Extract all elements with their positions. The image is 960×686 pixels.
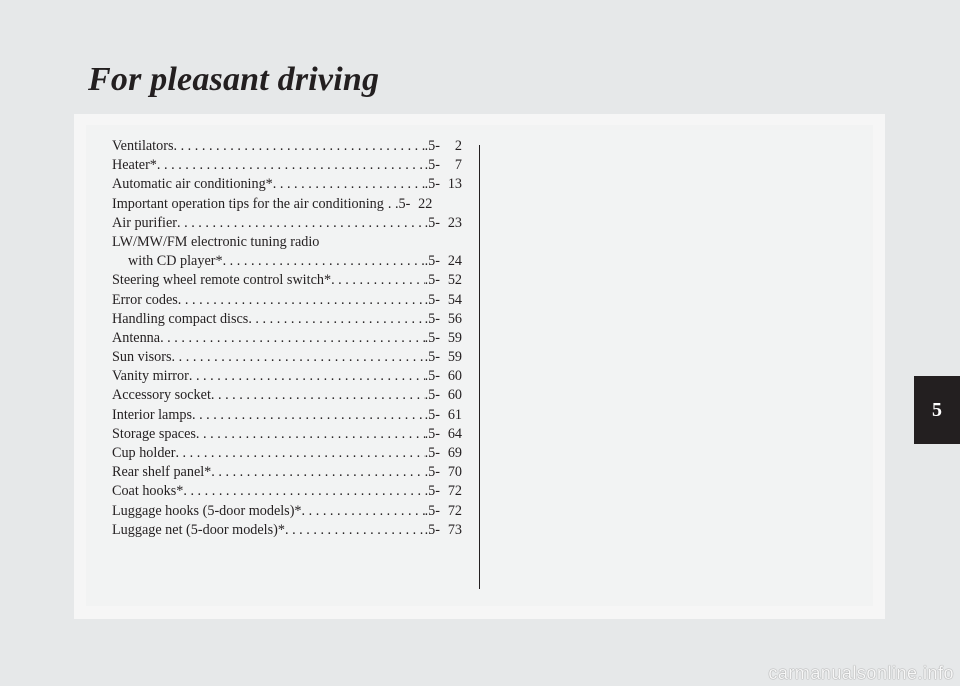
toc-entry-heater[interactable] bbox=[112, 156, 462, 175]
toc-entry-label: Air purifier bbox=[112, 214, 178, 231]
toc-dot-leader bbox=[211, 463, 424, 482]
toc-page-ref: .5- 2 bbox=[424, 138, 462, 154]
toc-entry-label: Accessory socket bbox=[112, 387, 211, 404]
toc-entry-label: Sun visors bbox=[112, 349, 172, 366]
toc-dot-leader bbox=[178, 291, 425, 310]
chapter-number: 5 bbox=[932, 398, 942, 421]
toc-dot-leader bbox=[173, 137, 424, 156]
toc-entry-label: Heater* bbox=[112, 157, 157, 174]
toc-page-ref: .5- 7 bbox=[424, 157, 462, 174]
toc-entry-interior-lamps[interactable] bbox=[112, 406, 462, 425]
toc-entry-antenna[interactable] bbox=[112, 329, 462, 348]
watermark: carmanualsonline.info bbox=[768, 663, 954, 683]
toc-entry-label: Error codes bbox=[112, 291, 178, 308]
table-of-contents bbox=[112, 137, 462, 540]
toc-dot-leader bbox=[248, 310, 424, 329]
toc-entry-label: Interior lamps bbox=[112, 406, 192, 423]
column-divider bbox=[479, 145, 480, 589]
toc-dot-leader bbox=[189, 367, 425, 386]
toc-page-ref: .5- 60 bbox=[424, 387, 462, 404]
toc-entry-label: Antenna bbox=[112, 329, 161, 346]
toc-entry-cup-holder[interactable] bbox=[112, 444, 462, 463]
toc-entry-ventilators[interactable] bbox=[112, 137, 462, 156]
toc-page-ref: .5- 54 bbox=[424, 291, 462, 308]
toc-page-ref: .5- 59 bbox=[424, 329, 462, 346]
toc-page-ref: .5- 52 bbox=[424, 272, 462, 289]
toc-dot-leader bbox=[177, 214, 425, 233]
toc-page-ref: .5- 13 bbox=[424, 176, 462, 193]
toc-dot-leader bbox=[157, 156, 425, 175]
toc-entry-label: Rear shelf panel* bbox=[112, 464, 212, 481]
toc-dot-leader bbox=[273, 175, 425, 194]
toc-entry-label: Luggage hooks (5-door models)* bbox=[112, 502, 302, 519]
toc-entry-label: Coat hooks* bbox=[112, 483, 184, 500]
toc-dot-leader bbox=[175, 444, 424, 463]
toc-entry-label: Steering wheel remote control switch* bbox=[112, 272, 332, 289]
toc-entry-label: Important operation tips for the air conditioning bbox=[112, 195, 384, 212]
toc-page-ref: .5- 73 bbox=[424, 521, 462, 538]
toc-entry-accessory-socket[interactable] bbox=[112, 386, 462, 405]
toc-dot-leader bbox=[285, 521, 425, 540]
toc-entry-coat-hooks[interactable] bbox=[112, 482, 462, 501]
toc-entry-rear-shelf-panel[interactable] bbox=[112, 463, 462, 482]
toc-entry-label: Handling compact discs bbox=[112, 310, 249, 327]
toc-entry-label: Vanity mirror bbox=[112, 368, 189, 385]
toc-entry-error-codes[interactable] bbox=[112, 291, 462, 310]
toc-entry-sun-visors[interactable] bbox=[112, 348, 462, 367]
toc-page-ref: .5- 60 bbox=[424, 368, 462, 385]
toc-page-ref: .5- 23 bbox=[424, 214, 462, 231]
toc-entry-label: Storage spaces bbox=[112, 425, 196, 442]
toc-entry-radio-heading[interactable] bbox=[112, 233, 462, 252]
toc-entry-storage-spaces[interactable] bbox=[112, 425, 462, 444]
toc-entry-handling-compact-discs[interactable] bbox=[112, 310, 462, 329]
toc-dot-leader bbox=[196, 425, 425, 444]
toc-entry-vanity-mirror[interactable] bbox=[112, 367, 462, 386]
toc-dot-leader bbox=[183, 482, 424, 501]
toc-entry-luggage-net[interactable] bbox=[112, 521, 462, 540]
toc-page-ref: . .5- 22 bbox=[387, 195, 433, 212]
toc-dot-leader bbox=[211, 386, 425, 405]
toc-entry-label: with CD player* bbox=[128, 253, 223, 270]
toc-page-ref: .5- 64 bbox=[424, 425, 462, 442]
toc-entry-label: Ventilators bbox=[112, 138, 174, 154]
toc-page-ref: .5- 61 bbox=[424, 406, 462, 423]
toc-entry-label: Automatic air conditioning* bbox=[112, 176, 273, 193]
toc-dot-leader bbox=[223, 252, 425, 271]
toc-entry-label: LW/MW/FM electronic tuning radio bbox=[112, 233, 320, 250]
toc-page-ref: .5- 69 bbox=[424, 445, 462, 461]
toc-dot-leader bbox=[302, 502, 425, 521]
toc-page-ref: .5- 72 bbox=[424, 483, 462, 500]
toc-entry-steering-remote-switch[interactable] bbox=[112, 271, 462, 290]
toc-entry-radio-cd-player[interactable] bbox=[112, 252, 462, 271]
page-title: For pleasant driving bbox=[88, 61, 380, 98]
toc-dot-leader bbox=[160, 329, 425, 348]
toc-page-ref: .5- 56 bbox=[424, 310, 462, 327]
toc-entry-label: Cup holder bbox=[112, 445, 176, 461]
toc-page-ref: .5- 24 bbox=[424, 253, 462, 270]
toc-dot-leader bbox=[331, 271, 425, 290]
toc-dot-leader bbox=[192, 406, 425, 425]
toc-entry-air-purifier[interactable] bbox=[112, 214, 462, 233]
toc-entry-luggage-hooks[interactable] bbox=[112, 502, 462, 521]
chapter-tab[interactable] bbox=[914, 376, 960, 444]
toc-entry-automatic-air-conditioning[interactable] bbox=[112, 175, 462, 194]
toc-page-ref: .5- 72 bbox=[424, 502, 462, 519]
toc-page-ref: .5- 70 bbox=[424, 464, 462, 481]
toc-entry-label: Luggage net (5-door models)* bbox=[112, 521, 285, 538]
toc-dot-leader bbox=[172, 348, 425, 367]
toc-page-ref: .5- 59 bbox=[424, 349, 462, 366]
toc-entry-air-conditioning-tips[interactable] bbox=[112, 195, 462, 214]
